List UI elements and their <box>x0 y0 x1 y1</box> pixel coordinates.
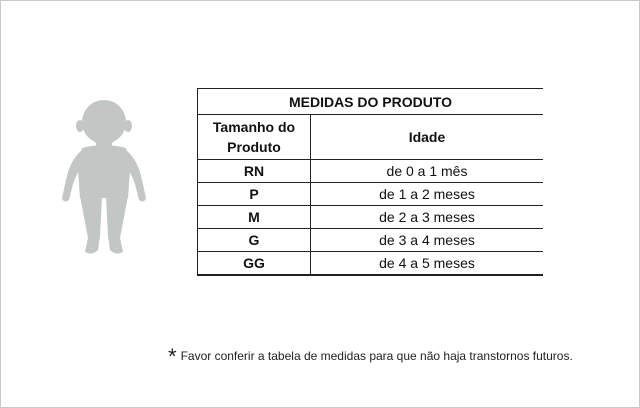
size-cell: P <box>198 183 311 206</box>
footnote-marker: * <box>168 344 177 369</box>
footnote <box>168 344 573 370</box>
size-cell: RN <box>198 160 311 183</box>
size-cell: G <box>198 229 311 252</box>
baby-silhouette-icon <box>56 100 156 260</box>
age-cell: de 1 a 2 meses <box>311 183 544 206</box>
table-row <box>198 183 544 206</box>
table-title: MEDIDAS DO PRODUTO <box>198 89 544 115</box>
size-cell: GG <box>198 252 311 276</box>
age-cell: de 3 a 4 meses <box>311 229 544 252</box>
size-cell: M <box>198 206 311 229</box>
column-header-size: Tamanho do Produto <box>198 115 311 160</box>
table-row <box>198 160 544 183</box>
age-cell: de 4 a 5 meses <box>311 252 544 276</box>
age-cell: de 0 a 1 mês <box>311 160 544 183</box>
table-row <box>198 229 544 252</box>
size-chart-table <box>197 88 543 276</box>
column-header-age: Idade <box>311 115 544 160</box>
table-row <box>198 206 544 229</box>
footnote-text: Favor conferir a tabela de medidas para que não haja transtornos futuros. <box>180 349 573 363</box>
table-row <box>198 252 544 276</box>
age-cell: de 2 a 3 meses <box>311 206 544 229</box>
